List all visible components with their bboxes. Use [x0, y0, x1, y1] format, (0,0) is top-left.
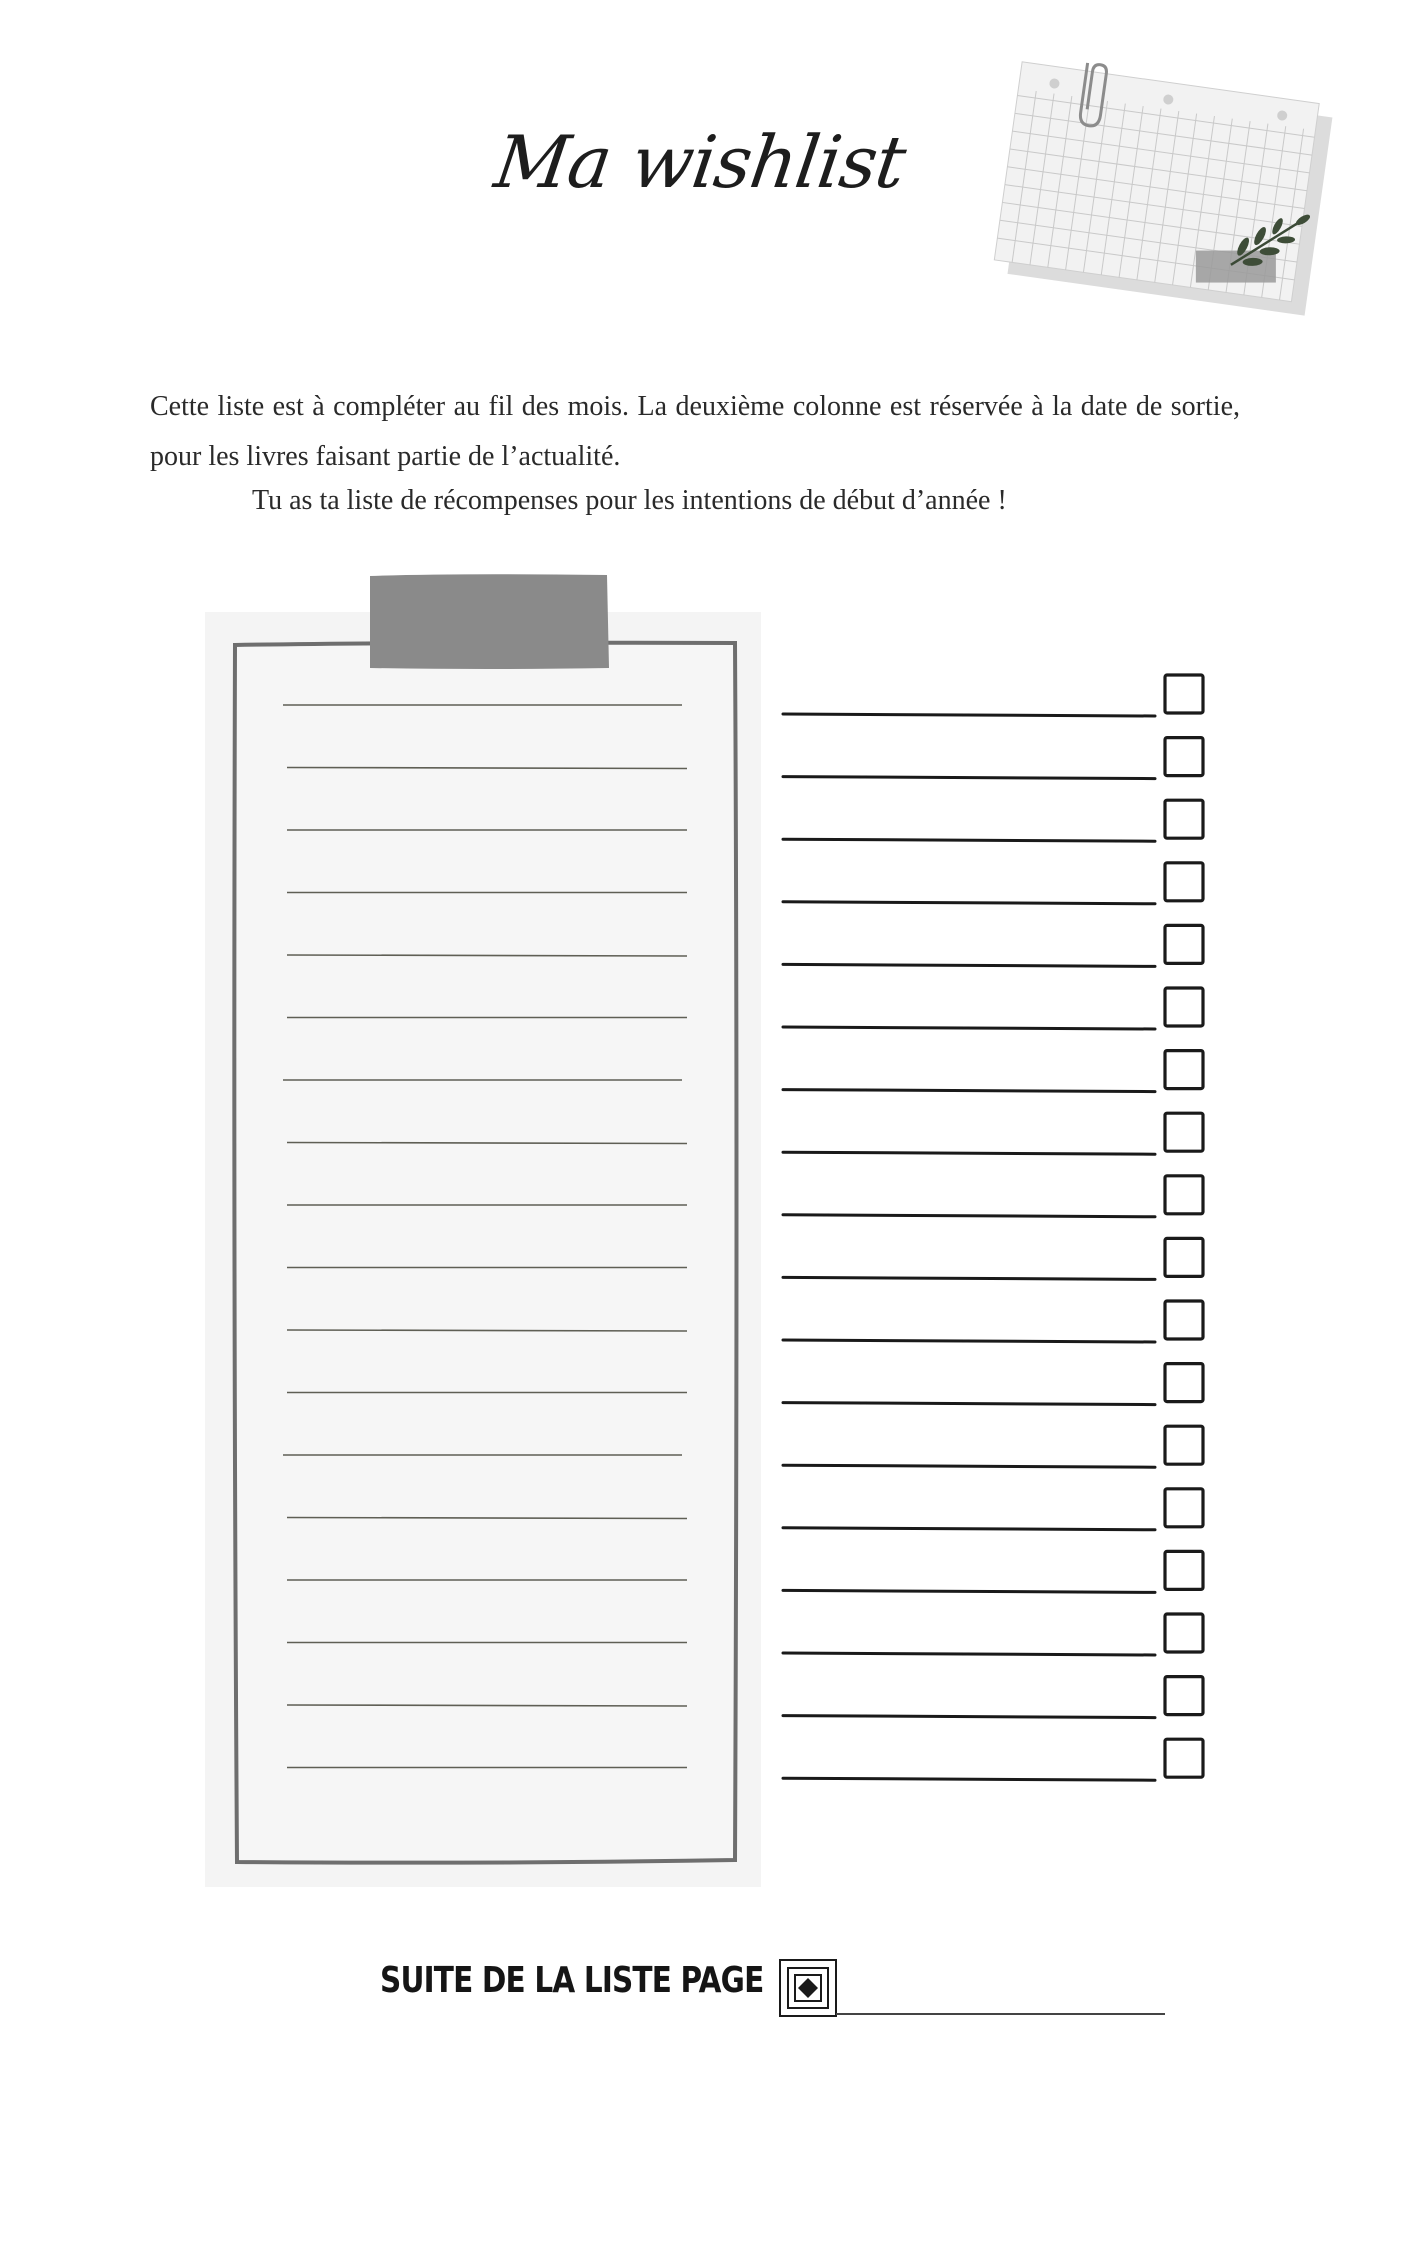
wishlist-item-line[interactable] [287, 955, 687, 956]
release-date-line[interactable] [783, 964, 1155, 966]
intro-paragraph: Cette liste est à compléter au fil des mois. La deuxième colonne est réservée à la date de sortie, pour les livres faisant partie de l’actualité. [150, 391, 1240, 472]
checkbox[interactable] [1165, 800, 1203, 838]
concentric-diamond-icon [780, 1960, 836, 2016]
checkbox[interactable] [1165, 1301, 1203, 1339]
release-date-line[interactable] [783, 1090, 1155, 1092]
wishlist-item-line[interactable] [287, 1330, 687, 1331]
release-date-line[interactable] [783, 1465, 1155, 1467]
checkbox[interactable] [1165, 1489, 1203, 1527]
page-title: Ma wishlist [489, 120, 911, 204]
release-date-line[interactable] [783, 1152, 1155, 1154]
checkbox[interactable] [1165, 1426, 1203, 1464]
release-date-column [775, 665, 1215, 1815]
tape-icon [370, 574, 609, 669]
release-date-line[interactable] [783, 1277, 1155, 1279]
checkbox[interactable] [1165, 925, 1203, 963]
checkbox[interactable] [1165, 738, 1203, 776]
checkbox[interactable] [1165, 1113, 1203, 1151]
release-date-line[interactable] [783, 1653, 1155, 1655]
checkbox[interactable] [1165, 1739, 1203, 1777]
checkbox[interactable] [1165, 1238, 1203, 1276]
wishlist-notepad [205, 570, 765, 1890]
grid-paper-clip-leaf-icon [975, 55, 1350, 340]
release-date-line[interactable] [783, 714, 1155, 716]
wishlist-item-line[interactable] [287, 1518, 687, 1519]
continued-page-field[interactable] [775, 1950, 1175, 2020]
checkbox[interactable] [1165, 1614, 1203, 1652]
release-date-line[interactable] [783, 1590, 1155, 1592]
checkbox[interactable] [1165, 988, 1203, 1026]
release-date-line[interactable] [783, 1403, 1155, 1405]
release-date-line[interactable] [783, 777, 1155, 779]
checkbox[interactable] [1165, 863, 1203, 901]
wishlist-item-line[interactable] [287, 1143, 687, 1144]
checkbox[interactable] [1165, 1677, 1203, 1715]
release-date-line[interactable] [783, 1778, 1155, 1780]
checkbox[interactable] [1165, 1051, 1203, 1089]
checkbox[interactable] [1165, 1364, 1203, 1402]
wishlist-item-line[interactable] [287, 768, 687, 769]
release-date-line[interactable] [783, 1027, 1155, 1029]
release-date-line[interactable] [783, 1716, 1155, 1718]
release-date-line[interactable] [783, 1215, 1155, 1217]
checkbox[interactable] [1165, 1176, 1203, 1214]
continued-on-page-label: SUITE DE LA LISTE PAGE [380, 1960, 764, 2001]
intro-reward-note: Tu as ta liste de récompenses pour les intentions de début d’année ! [252, 485, 1007, 516]
release-date-line[interactable] [783, 1528, 1155, 1530]
release-date-line[interactable] [783, 839, 1155, 841]
release-date-line[interactable] [783, 1340, 1155, 1342]
checkbox[interactable] [1165, 675, 1203, 713]
release-date-line[interactable] [783, 902, 1155, 904]
checkbox[interactable] [1165, 1551, 1203, 1589]
wishlist-item-line[interactable] [287, 1705, 687, 1706]
